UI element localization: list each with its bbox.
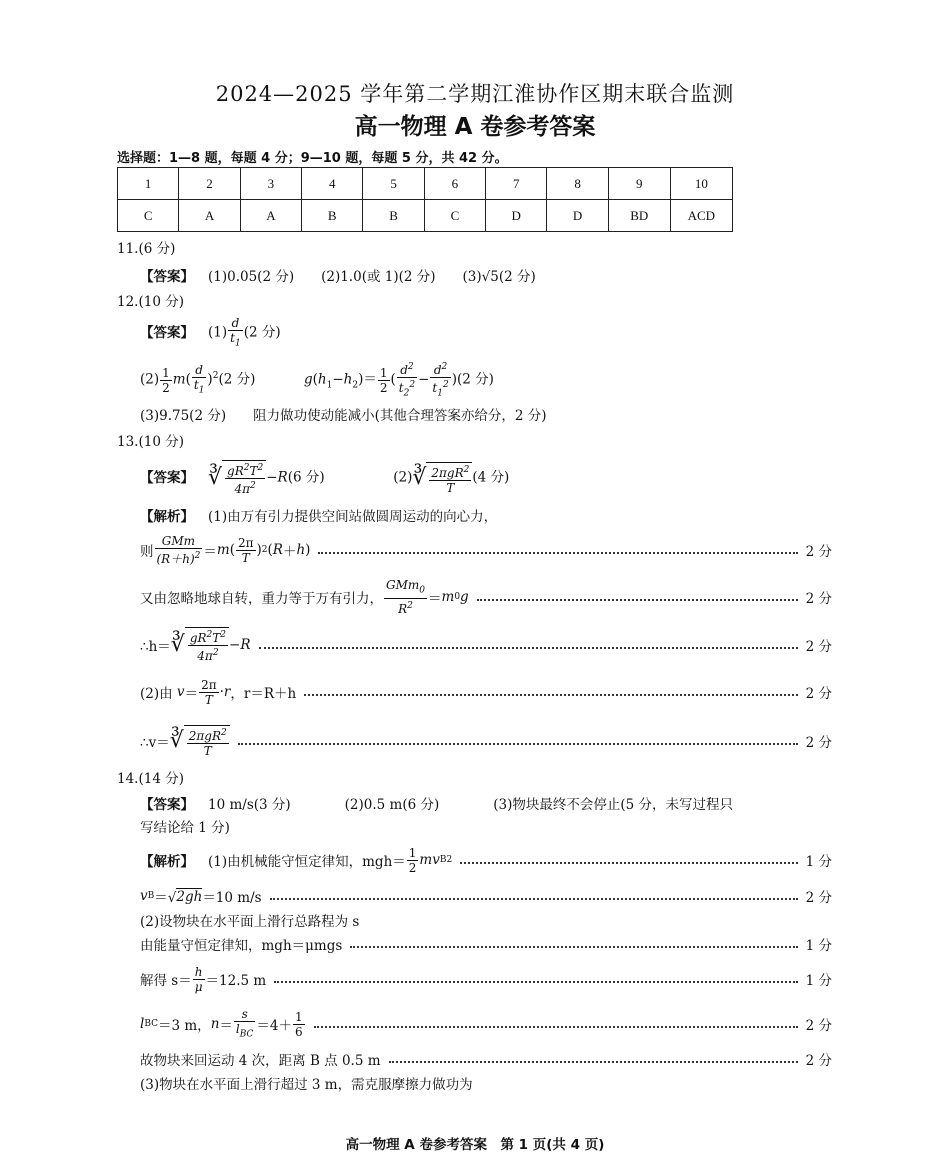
q14-answer-cont: 写结论给 1 分) [140,820,230,836]
score-note: 2 分 [805,544,832,560]
q14-step-4 [140,932,832,956]
step-text: 解得 s＝ [140,973,192,989]
choice-answer-table [117,167,733,232]
q14-step-8: (3)物块在水平面上滑行超过 3 m，需克服摩擦力做功为 [140,1077,473,1093]
step-text: (2)由 [140,686,173,702]
fraction-one-half: $\frac{1}{2}$ [162,365,170,395]
q14-step-7 [140,1048,832,1070]
q11-heading: 11.(6 分) [117,241,176,257]
answer-label: 【答案】 [140,797,194,813]
question-number: 5 [363,168,424,200]
q11-answer-text: (1)0.05(2 分) (2)1.0(或 1)(2 分) (3)√5(2 分) [208,269,536,285]
q14-step-5: 解得 s＝ $\frac{h}{\mu}$ ＝12.5 m 1 分 [140,964,832,994]
q13-step-5: ∴v＝ ∛ $\frac{2\pi gR^2}{T}$ 2 分 [140,720,832,762]
step-text: ∴v＝ [140,735,170,751]
answer-cell: C [118,200,179,232]
score-note: 2 分 [805,1053,832,1069]
answer-label: 【答案】 [140,324,194,341]
score-note: 2 分 [805,1018,832,1034]
question-number: 8 [547,168,608,200]
question-number: 3 [240,168,301,200]
score-note: (2 分) [218,371,256,388]
answer-cell: BD [608,200,670,232]
q14-step-1: 【解析】 (1)由机械能守恒定律知，mgh＝ $\frac{1}{2}$ mv B 2 1 分 [140,845,832,875]
score-note: 2 分 [805,735,832,751]
score-note: (6 分) [287,469,325,486]
exam-title: 2024—2025 学年第二学期江淮协作区期末联合监测 [215,82,735,106]
q13-heading: 13.(10 分) [117,434,184,450]
cube-root-expression: ∛ $\frac{2\pi gR^2}{T}$ [412,462,472,495]
q13-answer: 【答案】 ∛ $\frac{gR^2T^2}{4\pi^2}$ −R(6 分) (2) ∛ $\frac{2\pi gR^2}{T}$ (4 分) [140,460,509,496]
answer-row [118,200,733,232]
score-note: 1 分 [805,854,832,870]
part-label: (2) [140,371,160,388]
q13-step-3: ∴h＝ ∛ $\frac{gR^2T^2}{4\pi^2}$ − R 2 分 [140,624,832,666]
step-text: v [140,888,148,904]
q14-step-6: l BC ＝3 m， n ＝ $\frac{s}{l_{BC}}$ ＝4＋ $\frac{1}{6}$ 2 分 [140,1006,832,1040]
answer-cell: A [179,200,240,232]
answer-text: 10 m/s(3 分) (2)0.5 m(6 分) (3)物块最终不会停止(5 分，未写过程只 [208,797,734,813]
answer-key-title: 高一物理 A 卷参考答案 [354,114,596,140]
q13-analysis-intro [140,505,497,525]
step-text: ，r＝R＋h [230,686,297,702]
question-number-row [118,168,733,200]
q13-step-1: 则 $\frac{\text{GMm}}{(R+h)^2}$ ＝ m ( $\frac{2\pi}{T}$ ) 2 ( R ＋ h ) 2 分 [140,534,832,566]
question-number: 1 [118,168,179,200]
step-text: 又由忽略地球自转，重力等于万有引力， [140,591,383,607]
score-note: (2 分) [456,371,494,388]
q12-answer-1 [140,316,281,350]
score-note: 2 分 [805,639,832,655]
answer-cell: D [486,200,547,232]
question-number: 10 [670,168,732,200]
part-label: (1) [208,324,228,341]
step-text: 由能量守恒定律知，mgh＝μmgs [140,938,343,954]
q14-step-3: (2)设物块在水平面上滑行总路程为 s [140,914,360,930]
score-note: 1 分 [805,973,832,989]
analysis-label: 【解析】 [140,509,194,525]
question-number: 6 [424,168,485,200]
q12-answer-3: (3)9.75(2 分) 阻力做功使动能减小(其他合理答案亦给分，2 分) [140,408,547,424]
answer-cell: C [424,200,485,232]
score-note: (2 分) [243,324,281,341]
question-number: 9 [608,168,670,200]
answer-cell: B [302,200,363,232]
step-text: (1)由机械能守恒定律知，mgh＝ [208,854,406,870]
q13-step-2: 又由忽略地球自转，重力等于万有引力， $\frac{GMm_0}{R^2}$ ＝ m 0 g 2 分 [140,578,832,616]
page-footer: 高一物理 A 卷参考答案 第 1 页(共 4 页) [345,1137,605,1153]
question-number: 7 [486,168,547,200]
q13-step-4: (2)由 v ＝ $\frac{2\pi}{T}$ · r ，r＝R＋h 2 分 [140,677,832,707]
step-text: l [140,1016,145,1032]
question-number: 2 [179,168,240,200]
analysis-label: 【解析】 [140,854,194,870]
step-text: 故物块来回运动 4 次，距离 B 点 0.5 m [140,1053,381,1069]
answer-cell: B [363,200,424,232]
analysis-text: (1)由万有引力提供空间站做圆周运动的向心力， [208,509,498,525]
score-note: 2 分 [805,686,832,702]
answer-cell: ACD [670,200,732,232]
step-text: ∴h＝ [140,639,171,655]
cube-root-expression: ∛ $\frac{gR^2T^2}{4\pi^2}$ [208,460,266,496]
q14-step-2: v B ＝√ 2gh ＝10 m/s 2 分 [140,888,832,906]
fraction-d-over-t1: $\frac{d}{t_1}$ [230,316,241,349]
answer-label: 【答案】 [140,469,194,486]
answer-label: 【答案】 [140,269,194,285]
question-number: 4 [302,168,363,200]
q14-heading: 14.(14 分) [117,771,184,787]
choice-heading: 选择题：1—8 题，每题 4 分；9—10 题，每题 5 分，共 42 分。 [117,151,508,166]
q12-heading: 12.(10 分) [117,294,184,310]
q11-answer [140,265,536,285]
q12-answer-2: (2) $\frac{1}{2}$ m( $\frac{d}{t_1}$ )$^2$(2 分) $g(h_1-h_2)=$ $\frac{1}{2}$ ( $\frac{d^2}{t_2^2}$ − $\frac{d^2}{t_1^2}$ )(2 分) [140,362,494,399]
step-text: ＝12.5 m [205,973,267,989]
score-note: 2 分 [805,591,832,607]
score-note: 1 分 [805,938,832,954]
step-text: 则 [140,544,154,560]
q14-answer [140,793,733,813]
answer-cell: A [240,200,301,232]
answer-cell: D [547,200,608,232]
score-note: (4 分) [472,469,510,486]
score-note: 2 分 [805,890,832,906]
